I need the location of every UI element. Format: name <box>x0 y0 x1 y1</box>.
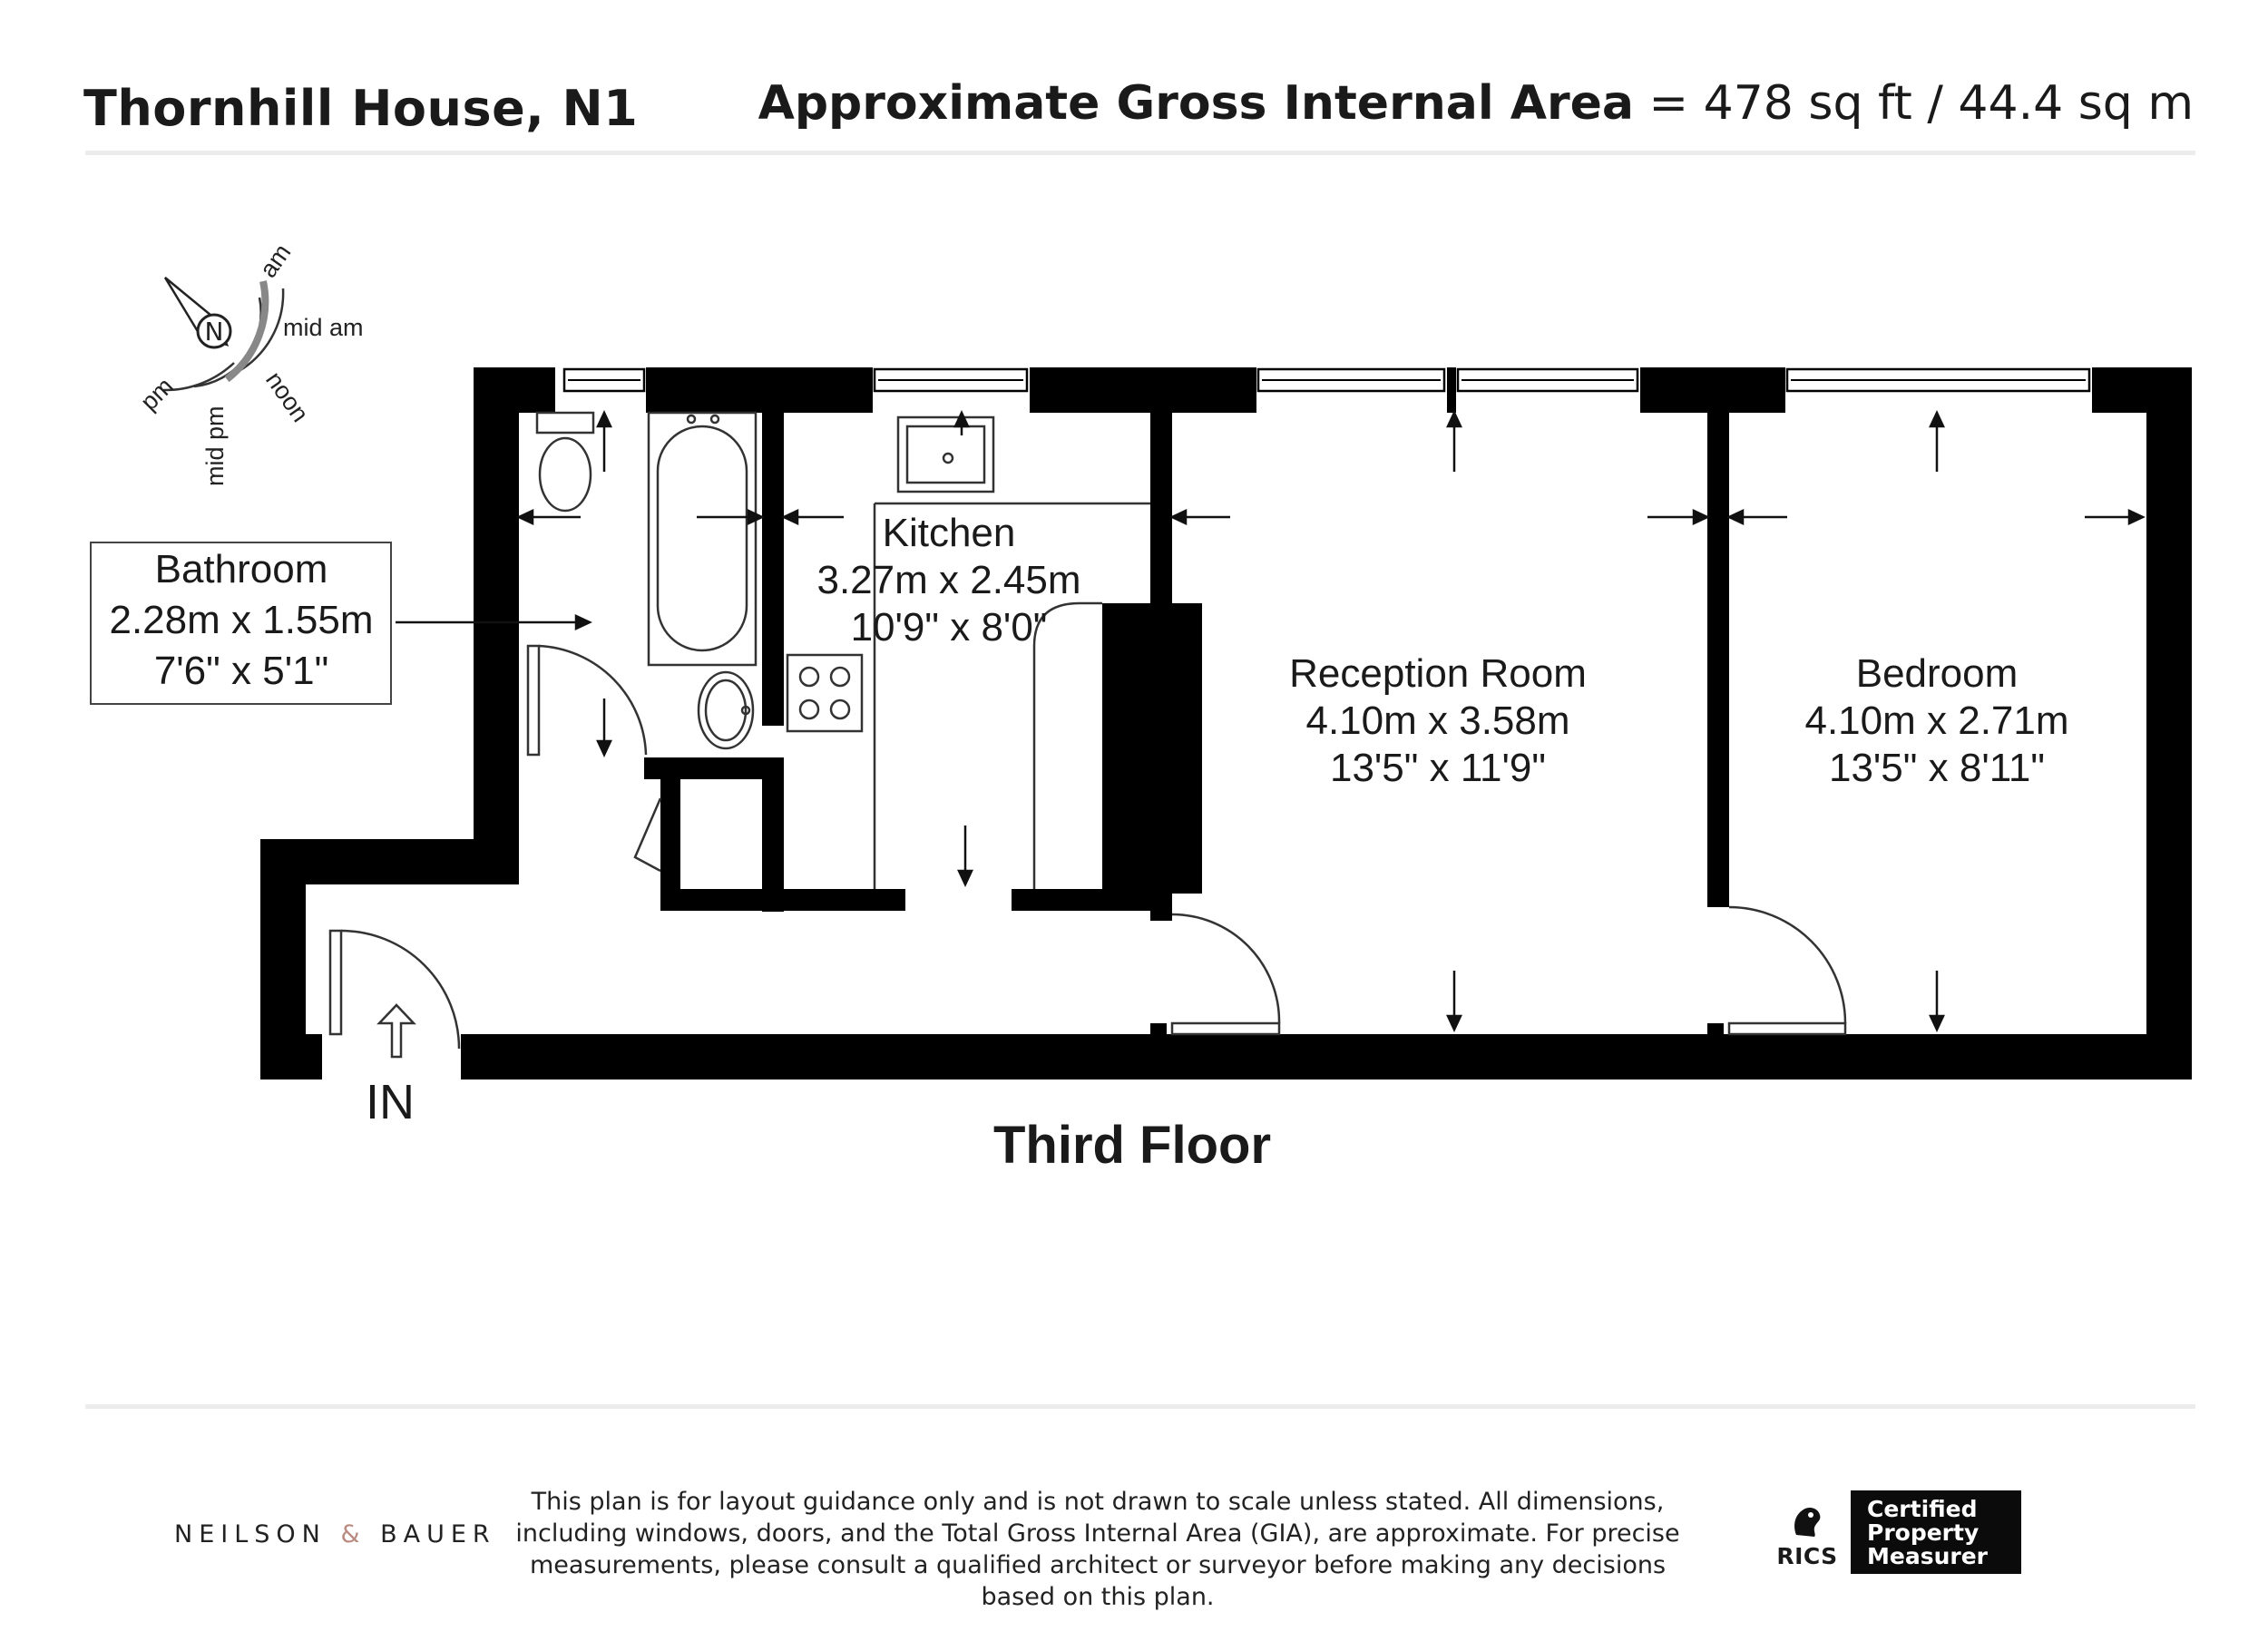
disclaimer-text: This plan is for layout guidance only and is not drawn to scale unless stated. All dimensions, including windows, doors, and the Total Gross Internal Area (GIA), are approximate. For precise measurements, please consult a qualified architect or surveyor before making any decisions based on this plan. <box>515 1488 1680 1611</box>
entrance-arrow-icon <box>379 1005 414 1057</box>
lion-icon <box>1787 1502 1827 1539</box>
compass-am: am <box>254 239 297 283</box>
toilet-icon <box>537 413 593 433</box>
reception-name: Reception Room <box>1289 651 1587 696</box>
kitchen-metric: 3.27m x 2.45m <box>816 558 1081 602</box>
bathroom-metric: 2.28m x 1.55m <box>109 598 374 642</box>
bathroom-name: Bathroom <box>154 547 328 591</box>
area-label: Approximate Gross Internal Area <box>758 76 1634 131</box>
compass-mid-am: mid am <box>283 314 364 341</box>
kitchen-name: Kitchen <box>882 511 1016 555</box>
doors <box>330 646 1845 1049</box>
kitchen-imperial: 10'9" x 8'0" <box>850 605 1048 650</box>
bath-outline-icon <box>649 413 756 665</box>
compass-noon: noon <box>260 366 315 427</box>
brand-logo: NEILSON & BAUER <box>174 1520 496 1548</box>
reception-imperial: 13'5" x 11'9" <box>1329 746 1547 790</box>
bedroom-door <box>1729 907 1845 1023</box>
bedroom-imperial: 13'5" x 8'11" <box>1828 746 2046 790</box>
bathroom-door <box>539 646 646 755</box>
cupboard-door <box>635 798 660 871</box>
area-value: = 478 sq ft / 44.4 sq m <box>1648 76 2194 131</box>
entrance-label: IN <box>366 1075 415 1129</box>
certified-badge: Certified Property Measurer <box>1851 1490 2021 1574</box>
bedroom-metric: 4.10m x 2.71m <box>1804 698 2069 743</box>
toilet-bowl-icon <box>540 438 591 511</box>
fixtures <box>537 413 1150 889</box>
hob-icon <box>787 655 862 731</box>
compass-north: N <box>204 317 224 347</box>
bedroom-name: Bedroom <box>1855 651 2019 696</box>
floor-label: Third Floor <box>992 1116 1272 1175</box>
compass-pm: pm <box>135 372 179 416</box>
reception-door <box>1172 914 1279 1023</box>
compass-icon <box>135 239 363 486</box>
reception-metric: 4.10m x 3.58m <box>1305 698 1570 743</box>
rics-logo: RICS <box>1774 1502 1841 1569</box>
bathtub-icon <box>658 426 747 650</box>
compass-mid-pm: mid pm <box>201 405 229 486</box>
footer-divider <box>85 1404 2195 1409</box>
property-name: Thornhill House, N1 <box>83 80 639 137</box>
bathroom-imperial: 7'6" x 5'1" <box>153 649 329 693</box>
